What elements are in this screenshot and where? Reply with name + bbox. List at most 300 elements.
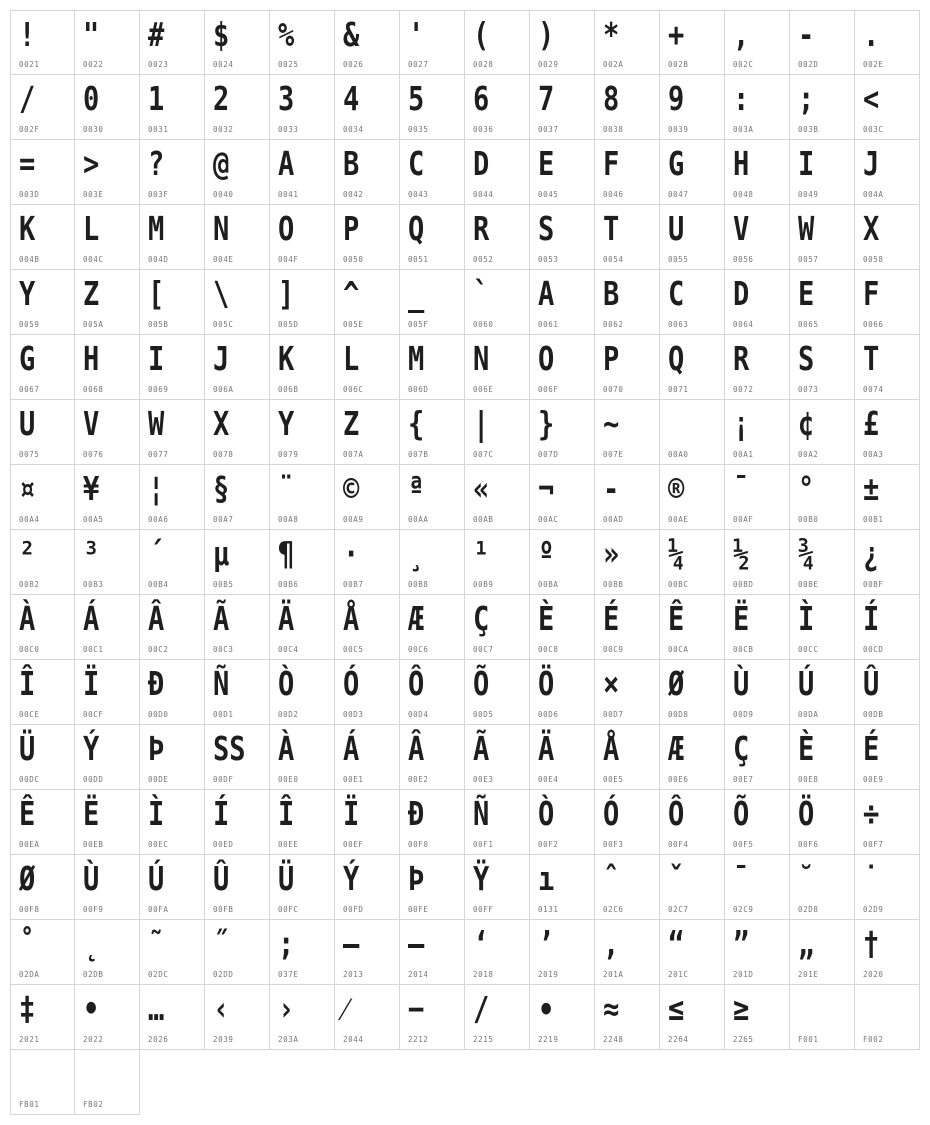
glyph-cell (10, 205, 75, 270)
glyph-cell (855, 790, 920, 855)
glyph-char: / (19, 79, 36, 118)
glyph-char: Õ (473, 664, 490, 703)
glyph-code: 2018 (473, 970, 494, 979)
glyph-cell (465, 75, 530, 140)
glyph-cell (205, 790, 270, 855)
glyph-char: ≤ (668, 989, 685, 1028)
glyph-char: § (213, 469, 230, 508)
glyph-cell (725, 75, 790, 140)
glyph-char: ≈ (603, 989, 620, 1028)
glyph-cell (465, 855, 530, 920)
glyph-char: ‹ (213, 989, 230, 1028)
glyph-char: U (19, 404, 36, 443)
glyph-char: È (538, 599, 555, 638)
glyph-code: 00C6 (408, 645, 429, 654)
glyph-cell (140, 985, 205, 1050)
glyph-code: 02DB (83, 970, 104, 979)
glyph-cell (270, 140, 335, 205)
glyph-char: Æ (668, 729, 685, 768)
glyph-cell (10, 790, 75, 855)
glyph-char: Ð (148, 664, 165, 703)
glyph-cell (790, 725, 855, 790)
glyph-char: A (538, 274, 555, 313)
glyph-code: 2026 (148, 1035, 169, 1044)
glyph-code: 00A8 (278, 515, 299, 524)
glyph-code: 00AA (408, 515, 429, 524)
glyph-cell (335, 140, 400, 205)
glyph-char: Ò (278, 664, 295, 703)
glyph-cell (530, 465, 595, 530)
glyph-char: µ (213, 534, 230, 573)
glyph-cell (790, 465, 855, 530)
glyph-code: 00A6 (148, 515, 169, 524)
glyph-cell (465, 400, 530, 465)
glyph-char: 6 (473, 79, 490, 118)
glyph-code: 02D9 (863, 905, 884, 914)
glyph-char: 1 (148, 79, 165, 118)
glyph-char: O (278, 209, 295, 248)
glyph-code: 00BB (603, 580, 624, 589)
glyph-cell (75, 205, 140, 270)
glyph-cell (75, 140, 140, 205)
glyph-code: 0070 (603, 385, 624, 394)
glyph-code: 00F3 (603, 840, 624, 849)
glyph-char: ˛ (83, 924, 100, 963)
glyph-cell (530, 985, 595, 1050)
glyph-code: 006C (343, 385, 364, 394)
glyph-cell (595, 920, 660, 985)
glyph-cell (660, 660, 725, 725)
glyph-code: 0066 (863, 320, 884, 329)
glyph-code: FB01 (19, 1100, 40, 1109)
glyph-code: 02DD (213, 970, 234, 979)
glyph-cell (465, 790, 530, 855)
glyph-char: … (148, 989, 165, 1028)
glyph-cell (75, 1050, 140, 1115)
glyph-code: 0039 (668, 125, 689, 134)
glyph-code: 0038 (603, 125, 624, 134)
glyph-code: 2019 (538, 970, 559, 979)
glyph-char: Þ (408, 859, 425, 898)
glyph-char: ∕ (473, 989, 490, 1028)
glyph-code: 0031 (148, 125, 169, 134)
glyph-code: 00AC (538, 515, 559, 524)
glyph-code: 00B3 (83, 580, 104, 589)
glyph-code: 0056 (733, 255, 754, 264)
glyph-cell (530, 920, 595, 985)
glyph-code: 0033 (278, 125, 299, 134)
glyph-code: 0078 (213, 450, 234, 459)
glyph-cell (270, 75, 335, 140)
glyph-code: 0072 (733, 385, 754, 394)
glyph-char: < (863, 79, 880, 118)
glyph-cell (335, 400, 400, 465)
glyph-char: G (19, 339, 36, 378)
glyph-code: 00B8 (408, 580, 429, 589)
glyph-code: 00AB (473, 515, 494, 524)
glyph-cell (530, 205, 595, 270)
glyph-cell (725, 465, 790, 530)
glyph-cell (855, 855, 920, 920)
glyph-char: ¥ (83, 469, 100, 508)
glyph-code: 00E9 (863, 775, 884, 784)
glyph-code: 00E4 (538, 775, 559, 784)
glyph-cell (595, 855, 660, 920)
glyph-code: 003C (863, 125, 884, 134)
glyph-code: 00B0 (798, 515, 819, 524)
glyph-code: 004B (19, 255, 40, 264)
glyph-char: W (148, 404, 165, 443)
glyph-cell (10, 660, 75, 725)
glyph-cell (790, 205, 855, 270)
glyph-char: { (408, 404, 425, 443)
glyph-cell (205, 985, 270, 1050)
glyph-cell (205, 270, 270, 335)
glyph-code: 0044 (473, 190, 494, 199)
glyph-cell (335, 790, 400, 855)
glyph-cell (10, 335, 75, 400)
glyph-code: 00D6 (538, 710, 559, 719)
glyph-char: ’ (538, 924, 555, 963)
glyph-cell (530, 140, 595, 205)
glyph-cell (530, 270, 595, 335)
glyph-code: 00B1 (863, 515, 884, 524)
glyph-cell (660, 985, 725, 1050)
glyph-code: 0046 (603, 190, 624, 199)
glyph-cell (465, 725, 530, 790)
glyph-cell (790, 75, 855, 140)
glyph-code: 00C5 (343, 645, 364, 654)
glyph-char: Ü (19, 729, 36, 768)
glyph-char: ˙ (863, 859, 880, 898)
glyph-code: 00D5 (473, 710, 494, 719)
glyph-code: 00CF (83, 710, 104, 719)
glyph-code: 0049 (798, 190, 819, 199)
glyph-code: 006B (278, 385, 299, 394)
glyph-code: 0063 (668, 320, 689, 329)
glyph-char: S (538, 209, 555, 248)
glyph-cell (140, 855, 205, 920)
glyph-code: 0050 (343, 255, 364, 264)
glyph-char: Á (343, 729, 360, 768)
glyph-code: 0055 (668, 255, 689, 264)
glyph-cell (335, 465, 400, 530)
glyph-code: 00DF (213, 775, 234, 784)
glyph-code: 00F2 (538, 840, 559, 849)
glyph-cell (855, 75, 920, 140)
glyph-cell (75, 985, 140, 1050)
glyph-cell (335, 10, 400, 75)
glyph-cell (400, 920, 465, 985)
glyph-char: ¾ (798, 534, 815, 573)
glyph-code: 002E (863, 60, 884, 69)
glyph-char: Ú (148, 859, 165, 898)
glyph-char: L (343, 339, 360, 378)
glyph-cell (790, 335, 855, 400)
glyph-code: 0051 (408, 255, 429, 264)
glyph-cell (725, 205, 790, 270)
glyph-cell (140, 725, 205, 790)
glyph-code: 0035 (408, 125, 429, 134)
glyph-cell (140, 790, 205, 855)
glyph-char: # (148, 15, 165, 54)
glyph-code: 00D1 (213, 710, 234, 719)
glyph-cell (790, 855, 855, 920)
glyph-cell (725, 140, 790, 205)
glyph-char: 5 (408, 79, 425, 118)
glyph-cell (465, 530, 530, 595)
glyph-cell (400, 205, 465, 270)
glyph-code: 007B (408, 450, 429, 459)
glyph-cell (725, 530, 790, 595)
glyph-cell (140, 335, 205, 400)
glyph-code: 02C6 (603, 905, 624, 914)
glyph-cell (530, 725, 595, 790)
glyph-cell (595, 75, 660, 140)
glyph-char: À (278, 729, 295, 768)
glyph-char: Ó (343, 664, 360, 703)
glyph-char: Ç (473, 599, 490, 638)
glyph-cell (790, 400, 855, 465)
glyph-char: Ô (668, 794, 685, 833)
glyph-code: 00AE (668, 515, 689, 524)
glyph-cell (335, 855, 400, 920)
glyph-cell (660, 10, 725, 75)
glyph-code: 00BD (733, 580, 754, 589)
glyph-char: Õ (733, 794, 750, 833)
glyph-char: _ (408, 274, 425, 313)
glyph-char: ^ (343, 274, 360, 313)
glyph-cell (140, 400, 205, 465)
glyph-char: " (83, 15, 100, 54)
glyph-code: 002B (668, 60, 689, 69)
glyph-code: 00D4 (408, 710, 429, 719)
glyph-cell (270, 465, 335, 530)
glyph-char: » (603, 534, 620, 573)
glyph-char: H (83, 339, 100, 378)
glyph-char: ; (278, 924, 295, 963)
glyph-cell (270, 400, 335, 465)
glyph-char: ¢ (798, 404, 815, 443)
glyph-code: 006D (408, 385, 429, 394)
glyph-cell (335, 530, 400, 595)
glyph-cell (790, 660, 855, 725)
glyph-cell (270, 660, 335, 725)
glyph-cell (595, 530, 660, 595)
glyph-char: ¹ (473, 534, 490, 573)
glyph-code: 00F5 (733, 840, 754, 849)
glyph-code: 2212 (408, 1035, 429, 1044)
glyph-cell (530, 530, 595, 595)
glyph-cell (400, 465, 465, 530)
glyph-code: 0069 (148, 385, 169, 394)
glyph-cell (400, 400, 465, 465)
glyph-char: Ù (733, 664, 750, 703)
glyph-code: 02D8 (798, 905, 819, 914)
glyph-char: Ý (343, 859, 360, 898)
glyph-cell (75, 400, 140, 465)
glyph-code: 00A2 (798, 450, 819, 459)
glyph-cell (205, 140, 270, 205)
glyph-char: “ (668, 924, 685, 963)
glyph-code: 0025 (278, 60, 299, 69)
glyph-code: 0029 (538, 60, 559, 69)
glyph-cell (335, 595, 400, 660)
glyph-char: ¨ (278, 469, 295, 508)
glyph-cell (790, 140, 855, 205)
glyph-char: Ë (83, 794, 100, 833)
glyph-code: 00C2 (148, 645, 169, 654)
glyph-cell (855, 985, 920, 1050)
glyph-char: 4 (343, 79, 360, 118)
glyph-code: 007D (538, 450, 559, 459)
glyph-char: 2 (213, 79, 230, 118)
glyph-cell (660, 75, 725, 140)
glyph-char: \ (213, 274, 230, 313)
glyph-cell (465, 660, 530, 725)
glyph-code: 004F (278, 255, 299, 264)
glyph-code: 2020 (863, 970, 884, 979)
glyph-code: 00DC (19, 775, 40, 784)
glyph-char: I (148, 339, 165, 378)
glyph-code: 00C0 (19, 645, 40, 654)
glyph-code: 0065 (798, 320, 819, 329)
glyph-code: 02C7 (668, 905, 689, 914)
glyph-cell (10, 75, 75, 140)
glyph-code: 00E0 (278, 775, 299, 784)
glyph-char: Ì (798, 599, 815, 638)
glyph-cell (530, 595, 595, 660)
glyph-cell (10, 725, 75, 790)
glyph-cell (465, 10, 530, 75)
glyph-cell (400, 725, 465, 790)
glyph-char: ‚ (603, 924, 620, 963)
glyph-cell (530, 335, 595, 400)
glyph-char: Ð (408, 794, 425, 833)
glyph-cell (140, 75, 205, 140)
glyph-char: ° (798, 469, 815, 508)
glyph-char: B (343, 144, 360, 183)
glyph-code: 00F8 (19, 905, 40, 914)
glyph-cell (10, 1050, 75, 1115)
glyph-code: 00B7 (343, 580, 364, 589)
glyph-char: ¸ (408, 534, 425, 573)
glyph-cell (790, 790, 855, 855)
glyph-char: Ù (83, 859, 100, 898)
glyph-code: 0052 (473, 255, 494, 264)
glyph-cell (400, 10, 465, 75)
glyph-cell (400, 985, 465, 1050)
glyph-cell (725, 920, 790, 985)
glyph-code: 0073 (798, 385, 819, 394)
glyph-char: À (19, 599, 36, 638)
glyph-code: 003B (798, 125, 819, 134)
glyph-char: ¯ (733, 469, 750, 508)
glyph-char: Ø (668, 664, 685, 703)
glyph-code: 00D7 (603, 710, 624, 719)
glyph-cell (75, 725, 140, 790)
glyph-char: U (668, 209, 685, 248)
glyph-cell (140, 920, 205, 985)
glyph-char: Ö (538, 664, 555, 703)
glyph-code: 003E (83, 190, 104, 199)
glyph-cell (855, 725, 920, 790)
glyph-cell (595, 205, 660, 270)
glyph-code: 0060 (473, 320, 494, 329)
glyph-char: ‘ (473, 924, 490, 963)
glyph-code: 0062 (603, 320, 624, 329)
glyph-code: 00FF (473, 905, 494, 914)
glyph-char: SS (213, 729, 246, 768)
glyph-cell (530, 75, 595, 140)
glyph-cell (205, 855, 270, 920)
glyph-cell (400, 595, 465, 660)
glyph-cell (140, 270, 205, 335)
glyph-char: } (538, 404, 555, 443)
glyph-cell (660, 205, 725, 270)
glyph-char: Ÿ (473, 859, 490, 898)
glyph-code: 007C (473, 450, 494, 459)
glyph-cell (725, 660, 790, 725)
glyph-code: 004C (83, 255, 104, 264)
glyph-code: 0032 (213, 125, 234, 134)
glyph-cell (270, 10, 335, 75)
glyph-cell (400, 660, 465, 725)
glyph-char: É (603, 599, 620, 638)
glyph-cell (855, 205, 920, 270)
glyph-char: ´ (148, 534, 165, 573)
glyph-cell (595, 140, 660, 205)
glyph-char: - (798, 15, 815, 54)
glyph-cell (205, 10, 270, 75)
glyph-code: 006E (473, 385, 494, 394)
glyph-code: 0068 (83, 385, 104, 394)
glyph-cell (530, 400, 595, 465)
glyph-code: 007A (343, 450, 364, 459)
glyph-char: ¤ (19, 469, 36, 508)
glyph-cell (725, 400, 790, 465)
glyph-cell (725, 335, 790, 400)
glyph-char: † (863, 924, 880, 963)
glyph-code: 00EA (19, 840, 40, 849)
glyph-cell (660, 140, 725, 205)
glyph-cell (855, 465, 920, 530)
glyph-code: 00F0 (408, 840, 429, 849)
glyph-char: ¡ (733, 404, 750, 443)
glyph-char: ı (538, 859, 555, 898)
glyph-char: X (863, 209, 880, 248)
glyph-cell (335, 205, 400, 270)
glyph-code: 0058 (863, 255, 884, 264)
glyph-char: ª (408, 469, 425, 508)
glyph-code: 00CB (733, 645, 754, 654)
glyph-code: 0076 (83, 450, 104, 459)
glyph-code: 00FA (148, 905, 169, 914)
glyph-code: 00A5 (83, 515, 104, 524)
glyph-code: 2039 (213, 1035, 234, 1044)
glyph-cell (595, 465, 660, 530)
glyph-code: 00A3 (863, 450, 884, 459)
glyph-char: > (83, 144, 100, 183)
glyph-cell (10, 920, 75, 985)
glyph-code: 005D (278, 320, 299, 329)
glyph-cell (660, 270, 725, 335)
glyph-code: 00DE (148, 775, 169, 784)
glyph-char: ) (538, 15, 555, 54)
glyph-cell (790, 10, 855, 75)
glyph-char: · (343, 534, 360, 573)
glyph-code: 0024 (213, 60, 234, 69)
